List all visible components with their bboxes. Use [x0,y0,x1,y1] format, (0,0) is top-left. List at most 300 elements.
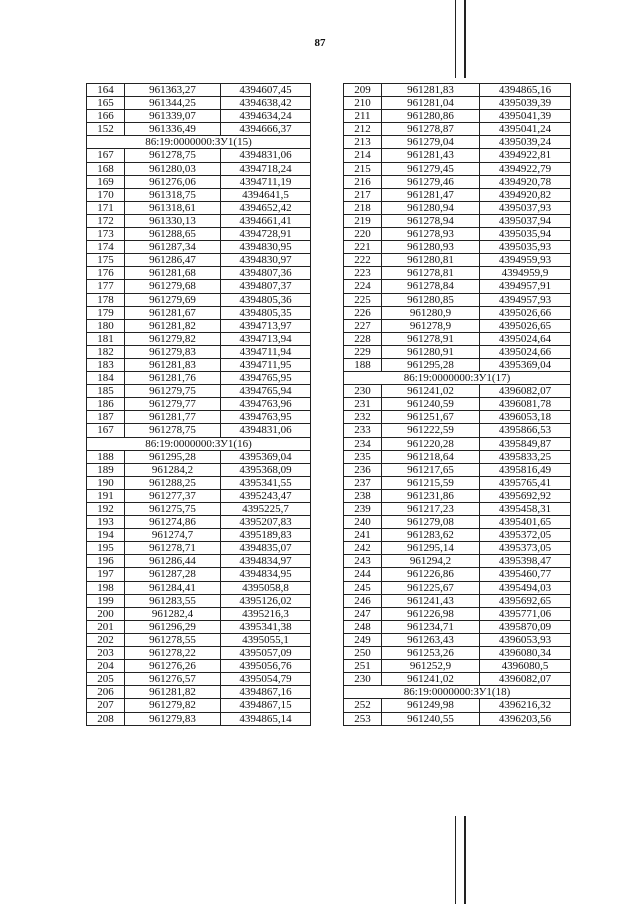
y-coordinate-cell: 4394867,15 [221,699,311,712]
table-row [87,254,311,267]
table-row [87,620,311,633]
y-coordinate-cell: 4395207,83 [221,516,311,529]
table-row [344,267,571,280]
x-coordinate-cell: 961279,69 [125,293,221,306]
x-coordinate-cell: 961218,64 [382,450,480,463]
table-row [344,332,571,345]
section-header-row [87,437,311,450]
y-coordinate-cell: 4395126,02 [221,594,311,607]
y-coordinate-cell: 4395870,09 [480,620,571,633]
x-coordinate-cell: 961276,57 [125,673,221,686]
x-coordinate-cell: 961295,28 [382,358,480,371]
point-number-cell: 244 [344,568,382,581]
point-number-cell: 249 [344,633,382,646]
table-row [87,372,311,385]
y-coordinate-cell: 4395401,65 [480,516,571,529]
point-number-cell: 239 [344,503,382,516]
y-coordinate-cell: 4394834,95 [221,568,311,581]
point-number-cell: 246 [344,594,382,607]
x-coordinate-cell: 961281,47 [382,188,480,201]
point-number-cell: 174 [87,241,125,254]
y-coordinate-cell: 4394765,94 [221,385,311,398]
section-header-row [344,686,571,699]
x-coordinate-cell: 961278,81 [382,267,480,280]
x-coordinate-cell: 961281,04 [382,97,480,110]
x-coordinate-cell: 961275,75 [125,503,221,516]
x-coordinate-cell: 961252,9 [382,660,480,673]
y-coordinate-cell: 4395369,04 [480,358,571,371]
point-number-cell: 231 [344,398,382,411]
point-number-cell: 172 [87,214,125,227]
x-coordinate-cell: 961330,13 [125,214,221,227]
table-row [87,607,311,620]
y-coordinate-cell: 4395866,53 [480,424,571,437]
x-coordinate-cell: 961363,27 [125,84,221,97]
x-coordinate-cell: 961318,75 [125,188,221,201]
x-coordinate-cell: 961278,22 [125,647,221,660]
y-coordinate-cell: 4395056,76 [221,660,311,673]
y-coordinate-cell: 4394638,42 [221,97,311,110]
point-number-cell: 164 [87,84,125,97]
table-row [344,463,571,476]
table-row [344,175,571,188]
y-coordinate-cell: 4396080,34 [480,647,571,660]
y-coordinate-cell: 4394805,36 [221,293,311,306]
point-number-cell: 252 [344,699,382,712]
x-coordinate-cell: 961279,45 [382,162,480,175]
point-number-cell: 180 [87,319,125,332]
table-row [344,241,571,254]
parcel-id-cell: 86:19:0000000:ЗУ1(15) [87,136,311,149]
table-row [87,712,311,725]
x-coordinate-cell: 961215,59 [382,476,480,489]
x-coordinate-cell: 961281,83 [382,84,480,97]
x-coordinate-cell: 961253,26 [382,647,480,660]
point-number-cell: 194 [87,529,125,542]
table-row [344,450,571,463]
section-header-row [344,372,571,385]
table-row [87,411,311,424]
x-coordinate-cell: 961295,14 [382,542,480,555]
table-row [344,84,571,97]
table-row [344,712,571,725]
table-row [344,581,571,594]
y-coordinate-cell: 4394763,95 [221,411,311,424]
x-coordinate-cell: 961279,82 [125,699,221,712]
table-row [87,450,311,463]
point-number-cell: 250 [344,647,382,660]
point-number-cell: 171 [87,201,125,214]
x-coordinate-cell: 961281,67 [125,306,221,319]
y-coordinate-cell: 4394807,37 [221,280,311,293]
table-row [344,136,571,149]
table-row [87,542,311,555]
point-number-cell: 202 [87,633,125,646]
table-row [87,267,311,280]
point-number-cell: 253 [344,712,382,725]
y-coordinate-cell: 4394641,5 [221,188,311,201]
point-number-cell: 191 [87,489,125,502]
y-coordinate-cell: 4395341,55 [221,476,311,489]
point-number-cell: 152 [87,123,125,136]
y-coordinate-cell: 4394922,79 [480,162,571,175]
point-number-cell: 209 [344,84,382,97]
y-coordinate-cell: 4395037,94 [480,214,571,227]
table-row [87,123,311,136]
point-number-cell: 229 [344,345,382,358]
point-number-cell: 225 [344,293,382,306]
x-coordinate-cell: 961276,26 [125,660,221,673]
x-coordinate-cell: 961278,75 [125,149,221,162]
table-row [344,424,571,437]
y-coordinate-cell: 4394867,16 [221,686,311,699]
y-coordinate-cell: 4395398,47 [480,555,571,568]
y-coordinate-cell: 4395189,83 [221,529,311,542]
coordinates-table-left [86,83,311,726]
y-coordinate-cell: 4395035,94 [480,228,571,241]
x-coordinate-cell: 961278,94 [382,214,480,227]
y-coordinate-cell: 4394959,9 [480,267,571,280]
table-row [344,214,571,227]
point-number-cell: 170 [87,188,125,201]
table-row [87,214,311,227]
table-row [344,568,571,581]
y-coordinate-cell: 4396081,78 [480,398,571,411]
table-row [87,686,311,699]
y-coordinate-cell: 4395243,47 [221,489,311,502]
x-coordinate-cell: 961339,07 [125,110,221,123]
point-number-cell: 230 [344,385,382,398]
table-row [87,97,311,110]
x-coordinate-cell: 961281,76 [125,372,221,385]
x-coordinate-cell: 961226,86 [382,568,480,581]
x-coordinate-cell: 961263,43 [382,633,480,646]
y-coordinate-cell: 4395024,66 [480,345,571,358]
y-coordinate-cell: 4396080,5 [480,660,571,673]
y-coordinate-cell: 4394634,24 [221,110,311,123]
y-coordinate-cell: 4395041,39 [480,110,571,123]
point-number-cell: 212 [344,123,382,136]
x-coordinate-cell: 961217,23 [382,503,480,516]
point-number-cell: 218 [344,201,382,214]
table-row [344,319,571,332]
table-row [87,319,311,332]
y-coordinate-cell: 4395849,87 [480,437,571,450]
table-row [344,699,571,712]
x-coordinate-cell: 961283,62 [382,529,480,542]
point-number-cell: 167 [87,424,125,437]
table-row [344,555,571,568]
x-coordinate-cell: 961241,02 [382,385,480,398]
table-row [344,306,571,319]
x-coordinate-cell: 961295,28 [125,450,221,463]
table-row [344,385,571,398]
table-row [87,489,311,502]
x-coordinate-cell: 961287,28 [125,568,221,581]
y-coordinate-cell: 4395026,65 [480,319,571,332]
y-coordinate-cell: 4394834,97 [221,555,311,568]
x-coordinate-cell: 961280,94 [382,201,480,214]
x-coordinate-cell: 961278,75 [125,424,221,437]
y-coordinate-cell: 4394830,97 [221,254,311,267]
y-coordinate-cell: 4394922,81 [480,149,571,162]
point-number-cell: 206 [87,686,125,699]
table-row [87,529,311,542]
y-coordinate-cell: 4394661,41 [221,214,311,227]
x-coordinate-cell: 961278,84 [382,280,480,293]
y-coordinate-cell: 4396216,32 [480,699,571,712]
x-coordinate-cell: 961288,65 [125,228,221,241]
y-coordinate-cell: 4394711,95 [221,358,311,371]
point-number-cell: 169 [87,175,125,188]
y-coordinate-cell: 4394607,45 [221,84,311,97]
table-row [344,411,571,424]
x-coordinate-cell: 961225,67 [382,581,480,594]
table-row [344,529,571,542]
y-coordinate-cell: 4395460,77 [480,568,571,581]
x-coordinate-cell: 961226,98 [382,607,480,620]
x-coordinate-cell: 961284,41 [125,581,221,594]
x-coordinate-cell: 961318,61 [125,201,221,214]
table-row [87,463,311,476]
y-coordinate-cell: 4395458,31 [480,503,571,516]
point-number-cell: 217 [344,188,382,201]
y-coordinate-cell: 4394805,35 [221,306,311,319]
x-coordinate-cell: 961240,59 [382,398,480,411]
x-coordinate-cell: 961280,81 [382,254,480,267]
table-row [344,358,571,371]
x-coordinate-cell: 961279,08 [382,516,480,529]
table-row [87,673,311,686]
x-coordinate-cell: 961220,28 [382,437,480,450]
point-number-cell: 230 [344,673,382,686]
y-coordinate-cell: 4394807,36 [221,267,311,280]
point-number-cell: 208 [87,712,125,725]
table-row [344,188,571,201]
point-number-cell: 199 [87,594,125,607]
point-number-cell: 178 [87,293,125,306]
point-number-cell: 195 [87,542,125,555]
x-coordinate-cell: 961279,82 [125,332,221,345]
x-coordinate-cell: 961336,49 [125,123,221,136]
y-coordinate-cell: 4394718,24 [221,162,311,175]
y-coordinate-cell: 4394830,95 [221,241,311,254]
table-row [87,175,311,188]
point-number-cell: 182 [87,345,125,358]
table-row [344,398,571,411]
y-coordinate-cell: 4394713,97 [221,319,311,332]
y-coordinate-cell: 4395058,8 [221,581,311,594]
point-number-cell: 197 [87,568,125,581]
table-row [344,280,571,293]
table-row [87,306,311,319]
x-coordinate-cell: 961278,91 [382,332,480,345]
table-row [87,516,311,529]
parcel-id-cell: 86:19:0000000:ЗУ1(16) [87,437,311,450]
table-row [87,345,311,358]
y-coordinate-cell: 4395341,38 [221,620,311,633]
x-coordinate-cell: 961278,9 [382,319,480,332]
y-coordinate-cell: 4395054,79 [221,673,311,686]
y-coordinate-cell: 4395765,41 [480,476,571,489]
point-number-cell: 188 [87,450,125,463]
section-header-row [87,136,311,149]
point-number-cell: 223 [344,267,382,280]
x-coordinate-cell: 961279,46 [382,175,480,188]
point-number-cell: 238 [344,489,382,502]
x-coordinate-cell: 961281,43 [382,149,480,162]
point-number-cell: 216 [344,175,382,188]
y-coordinate-cell: 4395026,66 [480,306,571,319]
x-coordinate-cell: 961231,86 [382,489,480,502]
y-coordinate-cell: 4394652,42 [221,201,311,214]
table-row [87,555,311,568]
table-row [344,345,571,358]
point-number-cell: 248 [344,620,382,633]
y-coordinate-cell: 4395055,1 [221,633,311,646]
y-coordinate-cell: 4395024,64 [480,332,571,345]
point-number-cell: 200 [87,607,125,620]
y-coordinate-cell: 4395816,49 [480,463,571,476]
point-number-cell: 236 [344,463,382,476]
binding-line [464,0,466,78]
table-row [87,647,311,660]
table-row [344,97,571,110]
y-coordinate-cell: 4394711,19 [221,175,311,188]
point-number-cell: 176 [87,267,125,280]
x-coordinate-cell: 961280,86 [382,110,480,123]
y-coordinate-cell: 4394831,06 [221,424,311,437]
x-coordinate-cell: 961278,55 [125,633,221,646]
y-coordinate-cell: 4394920,78 [480,175,571,188]
x-coordinate-cell: 961241,02 [382,673,480,686]
table-row [87,332,311,345]
x-coordinate-cell: 961274,86 [125,516,221,529]
parcel-id-cell: 86:19:0000000:ЗУ1(18) [344,686,571,699]
point-number-cell: 201 [87,620,125,633]
point-number-cell: 173 [87,228,125,241]
point-number-cell: 207 [87,699,125,712]
point-number-cell: 233 [344,424,382,437]
table-row [87,188,311,201]
x-coordinate-cell: 961281,68 [125,267,221,280]
y-coordinate-cell: 4396082,07 [480,385,571,398]
y-coordinate-cell: 4394865,16 [480,84,571,97]
y-coordinate-cell: 4395692,92 [480,489,571,502]
y-coordinate-cell: 4394957,91 [480,280,571,293]
table-row [344,633,571,646]
table-row [87,398,311,411]
x-coordinate-cell: 961279,68 [125,280,221,293]
page-number: 87 [314,37,326,49]
x-coordinate-cell: 961281,77 [125,411,221,424]
x-coordinate-cell: 961286,47 [125,254,221,267]
point-number-cell: 205 [87,673,125,686]
point-number-cell: 165 [87,97,125,110]
table-row [344,542,571,555]
y-coordinate-cell: 4395494,03 [480,581,571,594]
table-row [87,581,311,594]
point-number-cell: 222 [344,254,382,267]
point-number-cell: 211 [344,110,382,123]
x-coordinate-cell: 961344,25 [125,97,221,110]
y-coordinate-cell: 4395369,04 [221,450,311,463]
point-number-cell: 166 [87,110,125,123]
point-number-cell: 240 [344,516,382,529]
table-row [344,110,571,123]
table-row [87,503,311,516]
x-coordinate-cell: 961280,93 [382,241,480,254]
point-number-cell: 186 [87,398,125,411]
table-row [344,476,571,489]
y-coordinate-cell: 4395041,24 [480,123,571,136]
x-coordinate-cell: 961278,71 [125,542,221,555]
coordinates-table-right [343,83,571,726]
y-coordinate-cell: 4395833,25 [480,450,571,463]
table-row [344,162,571,175]
table-row [344,149,571,162]
point-number-cell: 220 [344,228,382,241]
x-coordinate-cell: 961279,77 [125,398,221,411]
table-row [344,503,571,516]
y-coordinate-cell: 4395372,05 [480,529,571,542]
table-row [344,607,571,620]
point-number-cell: 247 [344,607,382,620]
table-row [344,647,571,660]
y-coordinate-cell: 4394959,93 [480,254,571,267]
point-number-cell: 183 [87,358,125,371]
table-row [87,110,311,123]
table-row [344,673,571,686]
point-number-cell: 167 [87,149,125,162]
x-coordinate-cell: 961281,82 [125,686,221,699]
y-coordinate-cell: 4394713,94 [221,332,311,345]
y-coordinate-cell: 4394728,91 [221,228,311,241]
table-row [87,358,311,371]
table-row [87,280,311,293]
point-number-cell: 177 [87,280,125,293]
x-coordinate-cell: 961281,83 [125,358,221,371]
y-coordinate-cell: 4395692,65 [480,594,571,607]
table-row [344,516,571,529]
point-number-cell: 187 [87,411,125,424]
point-number-cell: 224 [344,280,382,293]
point-number-cell: 181 [87,332,125,345]
table-row [344,660,571,673]
table-row [87,660,311,673]
x-coordinate-cell: 961280,85 [382,293,480,306]
point-number-cell: 184 [87,372,125,385]
table-row [87,424,311,437]
x-coordinate-cell: 961279,75 [125,385,221,398]
y-coordinate-cell: 4395039,39 [480,97,571,110]
point-number-cell: 242 [344,542,382,555]
x-coordinate-cell: 961251,67 [382,411,480,424]
y-coordinate-cell: 4396053,93 [480,633,571,646]
x-coordinate-cell: 961278,87 [382,123,480,136]
table-row [87,385,311,398]
table-row [87,594,311,607]
table-row [87,201,311,214]
binding-line [455,0,456,78]
x-coordinate-cell: 961217,65 [382,463,480,476]
table-row [344,123,571,136]
point-number-cell: 245 [344,581,382,594]
x-coordinate-cell: 961274,7 [125,529,221,542]
y-coordinate-cell: 4395373,05 [480,542,571,555]
point-number-cell: 189 [87,463,125,476]
y-coordinate-cell: 4394711,94 [221,345,311,358]
